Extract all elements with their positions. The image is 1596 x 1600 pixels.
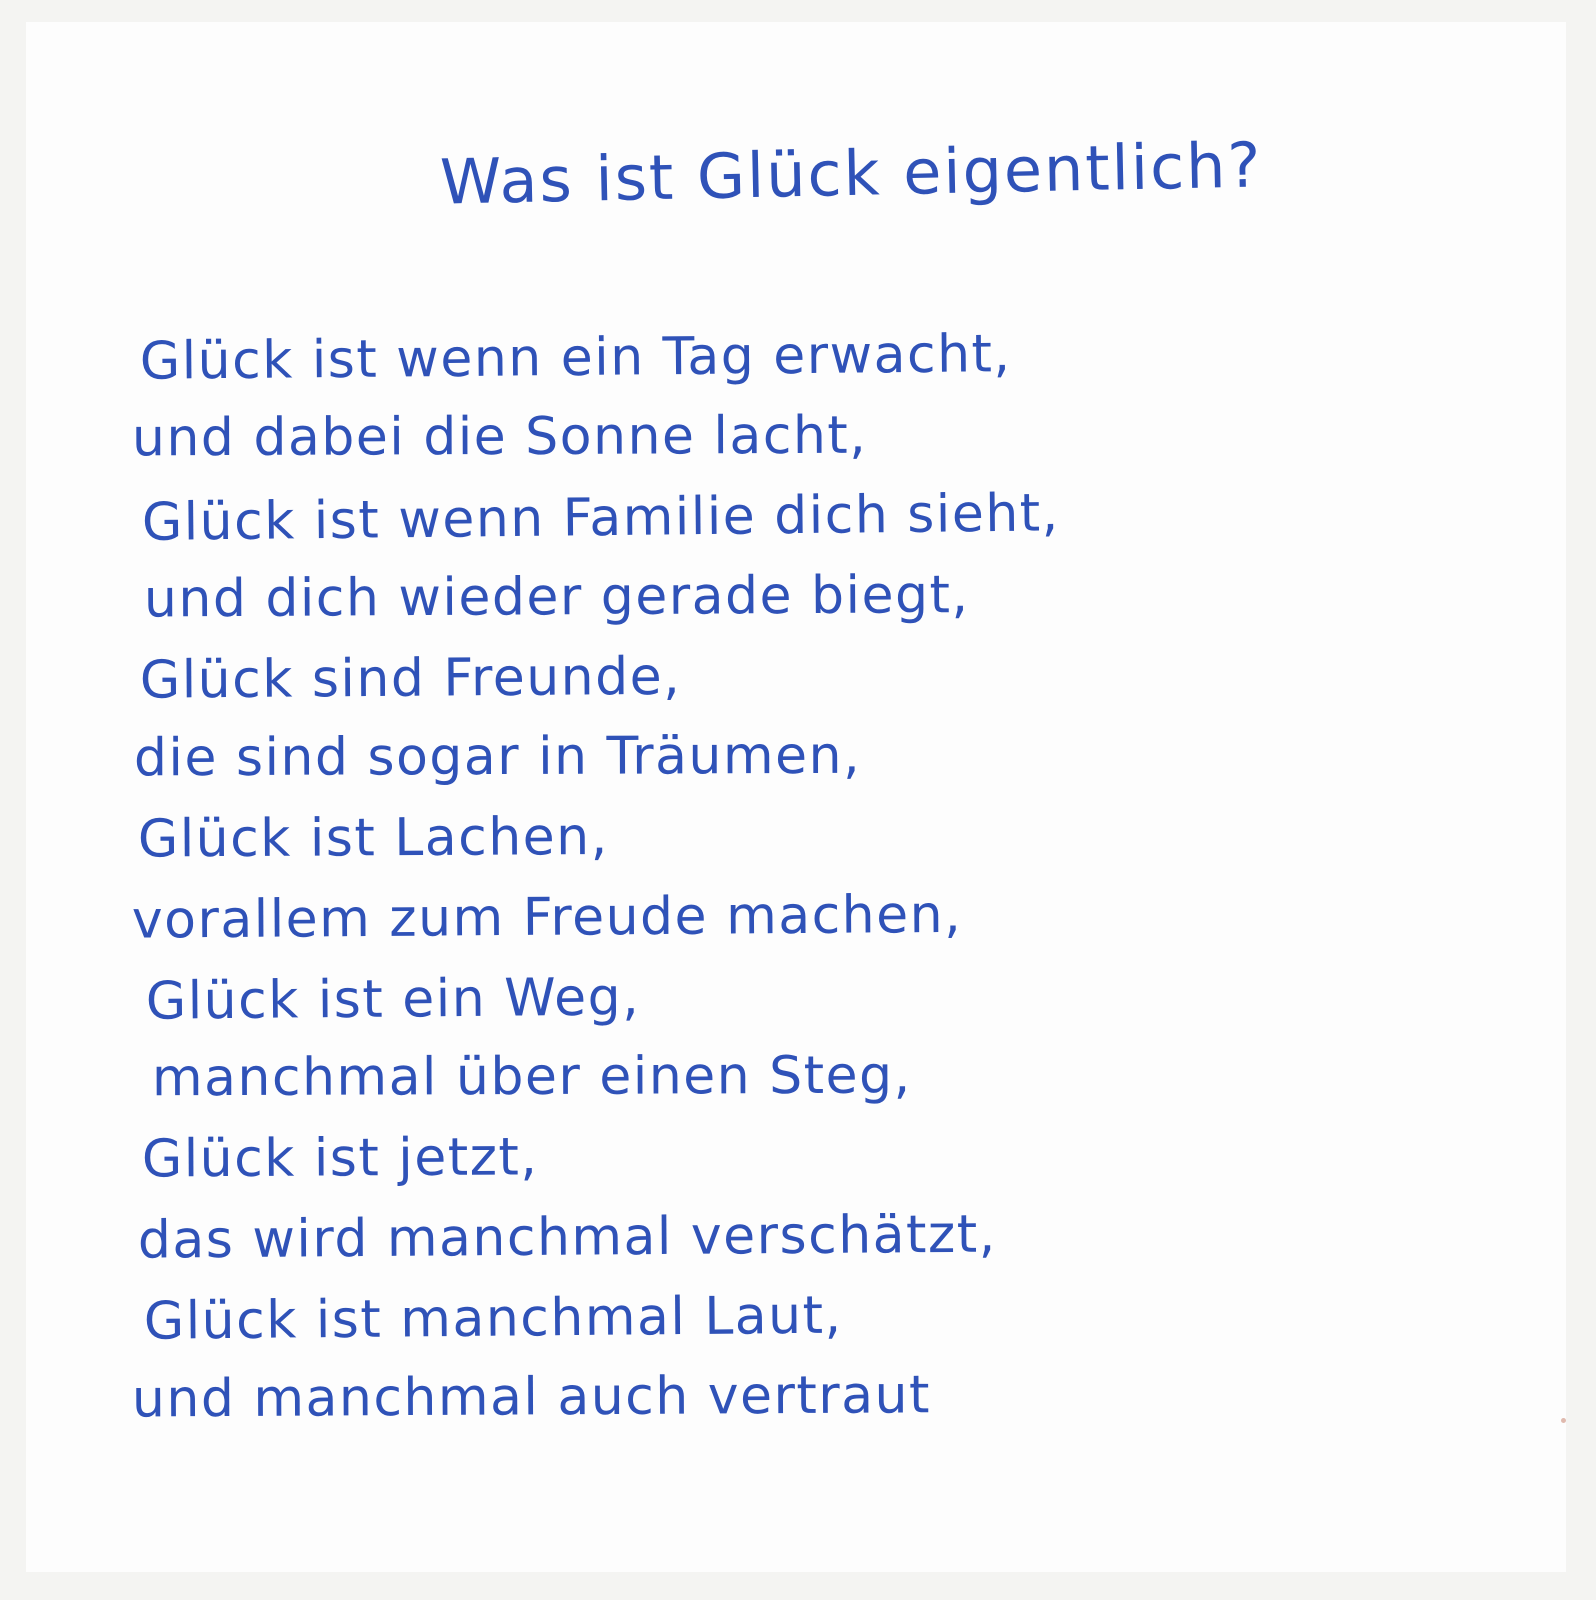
poem-body [131, 324, 1462, 1450]
paper-speck [1561, 1418, 1566, 1423]
page-edge-right [1566, 0, 1596, 1600]
poem-line: vorallem zum Freude machen, [131, 884, 963, 951]
poem-line: das wird manchmal verschätzt, [137, 1204, 997, 1271]
page-title: Was ist Glück eigentlich? [439, 127, 1264, 219]
poem-line: und dich wieder gerade biegt, [143, 565, 970, 630]
poem-line: Glück ist Lachen, [137, 807, 609, 870]
page-edge-left [0, 0, 26, 1600]
poem-line: Glück ist jetzt, [141, 1127, 539, 1190]
poem-line: und manchmal auch vertraut [131, 1365, 932, 1430]
poem-line: manchmal über einen Steg, [151, 1045, 912, 1109]
page-edge-bottom [0, 1572, 1596, 1600]
poem-line: und dabei die Sonne lacht, [131, 405, 868, 469]
poem-line: Glück ist manchmal Laut, [143, 1285, 843, 1352]
poem-line: Glück ist ein Weg, [145, 967, 641, 1032]
poem-line: die sind sogar in Träumen, [133, 725, 862, 789]
poem-line: Glück ist wenn Familie dich sieht, [141, 483, 1060, 553]
page-edge-top [0, 0, 1596, 22]
poem-line: Glück ist wenn ein Tag erwacht, [139, 324, 1012, 392]
poem-line: Glück sind Freunde, [139, 646, 682, 711]
